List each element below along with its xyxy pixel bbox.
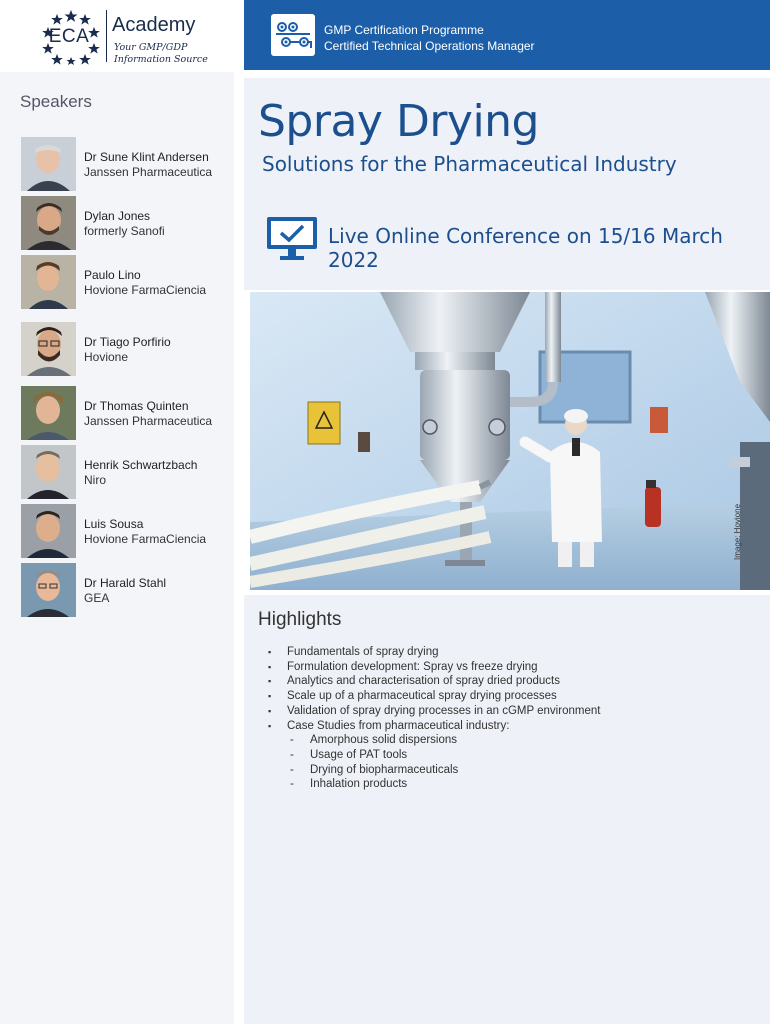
conference-date-text: Live Online Conference on 15/16 March 2022 bbox=[328, 224, 723, 272]
case-study-text: Inhalation products bbox=[310, 778, 408, 791]
speaker-name: Dylan Jones bbox=[84, 209, 151, 223]
bullet-icon: ▪ bbox=[268, 647, 272, 657]
speakers-heading: Speakers bbox=[20, 92, 92, 111]
bullet-icon: ▪ bbox=[268, 661, 272, 672]
programme-banner bbox=[244, 0, 770, 70]
speaker-name: Luis Sousa bbox=[84, 517, 144, 531]
highlight-item bbox=[266, 719, 746, 793]
speaker-photo bbox=[21, 504, 76, 558]
bullet-icon: ▪ bbox=[268, 720, 272, 731]
speaker-item bbox=[21, 255, 231, 309]
speaker-org: Janssen Pharmaceutica bbox=[84, 165, 213, 179]
case-study-text: Usage of PAT tools bbox=[310, 748, 408, 761]
spray-dryer-photo bbox=[250, 292, 770, 590]
speaker-item bbox=[21, 445, 231, 499]
speaker-name: Dr Tiago Porfirio bbox=[84, 335, 171, 349]
programme-line1: GMP Certification Programme bbox=[324, 23, 484, 37]
highlight-item bbox=[266, 645, 746, 660]
case-study-item bbox=[287, 733, 746, 748]
highlight-text: Validation of spray drying processes in an cGMP environment bbox=[287, 704, 601, 717]
speaker-name: Dr Thomas Quinten bbox=[84, 399, 189, 413]
case-study-item bbox=[287, 777, 746, 792]
highlight-item bbox=[266, 660, 746, 675]
tagline-line1: Your GMP/GDP bbox=[114, 42, 188, 53]
highlight-item bbox=[266, 689, 746, 704]
highlights-heading: Highlights bbox=[258, 609, 342, 630]
logo-academy-text: Academy bbox=[112, 14, 196, 36]
speaker-photo bbox=[21, 322, 76, 376]
speaker-org: Hovione FarmaCiencia bbox=[84, 532, 207, 546]
speaker-photo bbox=[21, 137, 76, 191]
eca-academy-logo[interactable] bbox=[34, 8, 214, 66]
speaker-name: Henrik Schwartzbach bbox=[84, 458, 198, 472]
speaker-item bbox=[21, 386, 231, 440]
speaker-item bbox=[21, 563, 231, 617]
speaker-photo bbox=[21, 196, 76, 250]
process-flow-icon bbox=[271, 14, 315, 56]
logo-divider bbox=[106, 10, 107, 62]
speaker-photo bbox=[21, 445, 76, 499]
highlight-item bbox=[266, 704, 746, 719]
programme-text bbox=[324, 22, 535, 54]
bullet-icon: ▪ bbox=[268, 676, 272, 687]
page-subtitle: Solutions for the Pharmaceutical Industry bbox=[262, 152, 677, 176]
speaker-org: Hovione FarmaCiencia bbox=[84, 283, 207, 297]
speaker-item bbox=[21, 196, 231, 250]
dash-icon: - bbox=[290, 763, 294, 776]
speaker-name: Dr Sune Klint Andersen bbox=[84, 150, 209, 164]
speaker-org: Janssen Pharmaceutica bbox=[84, 414, 213, 428]
speaker-name: Paulo Lino bbox=[84, 268, 141, 282]
speaker-photo bbox=[21, 563, 76, 617]
monitor-checkmark-icon bbox=[266, 216, 318, 262]
dash-icon: - bbox=[290, 748, 294, 761]
case-study-item bbox=[287, 763, 746, 778]
dash-icon: - bbox=[290, 734, 294, 747]
bullet-icon: ▪ bbox=[268, 705, 272, 716]
speaker-item bbox=[21, 137, 231, 191]
highlight-text: Analytics and characterisation of spray dried products bbox=[287, 675, 560, 688]
highlight-item bbox=[266, 674, 746, 689]
highlight-text: Fundamentals of spray drying bbox=[287, 646, 439, 658]
speaker-photo bbox=[21, 386, 76, 440]
dash-icon: - bbox=[290, 778, 294, 791]
speaker-org: GEA bbox=[84, 591, 110, 605]
page-title: Spray Drying bbox=[258, 96, 539, 147]
logo-tagline bbox=[114, 42, 224, 66]
bullet-icon: ▪ bbox=[268, 691, 272, 702]
case-study-text: Drying of biopharmaceuticals bbox=[310, 763, 459, 776]
case-study-item bbox=[287, 748, 746, 763]
speaker-name: Dr Harald Stahl bbox=[84, 576, 167, 590]
photo-credit: Image: Hovione bbox=[733, 503, 742, 560]
speaker-org: Hovione bbox=[84, 350, 129, 364]
case-study-list bbox=[287, 733, 746, 792]
speaker-org: formerly Sanofi bbox=[84, 224, 165, 238]
programme-line2: Certified Technical Operations Manager bbox=[324, 39, 535, 53]
tagline-line2: Information Source bbox=[114, 54, 208, 65]
highlight-text: Case Studies from pharmaceutical industry: bbox=[287, 719, 510, 732]
highlight-text: Formulation development: Spray vs freeze drying bbox=[287, 660, 538, 673]
speaker-item bbox=[21, 322, 231, 376]
highlights-list bbox=[266, 645, 746, 792]
speaker-photo bbox=[21, 255, 76, 309]
logo-eca-text: ECA bbox=[48, 26, 90, 47]
speaker-org: Niro bbox=[84, 473, 107, 487]
title-panel bbox=[244, 78, 770, 290]
highlight-text: Scale up of a pharmaceutical spray drying processes bbox=[287, 690, 557, 703]
highlights-panel bbox=[244, 595, 770, 1024]
case-study-text: Amorphous solid dispersions bbox=[310, 734, 458, 747]
speaker-item bbox=[21, 504, 231, 558]
